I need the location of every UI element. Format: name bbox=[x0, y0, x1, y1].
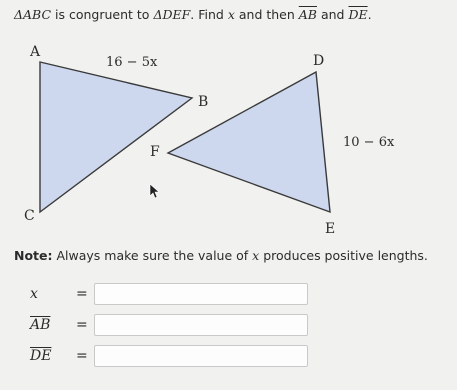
segment-ab: $\overline{AB}$ bbox=[298, 7, 317, 22]
ab-answer-input[interactable] bbox=[94, 314, 308, 336]
side-de-label: 10 − 6x bbox=[343, 135, 395, 150]
answer-label-x: x bbox=[30, 286, 38, 302]
triangle-abc bbox=[40, 62, 192, 212]
answer-row-de bbox=[30, 344, 308, 368]
triangle-def bbox=[168, 72, 330, 212]
vertex-d: D bbox=[313, 53, 325, 69]
answer-label-ab: $\overline{AB}$ bbox=[30, 317, 51, 333]
equals-sign: = bbox=[76, 317, 88, 333]
prompt-text-2: . Find bbox=[190, 7, 228, 22]
x-answer-input[interactable] bbox=[94, 283, 308, 305]
variable-x: x bbox=[227, 7, 235, 22]
mouse-cursor-icon bbox=[150, 184, 159, 198]
prompt-text-1: is congruent to bbox=[51, 7, 154, 22]
note-text-1: Always make sure the value of bbox=[52, 248, 253, 263]
answer-row-x bbox=[30, 282, 308, 306]
note-heading: Note: bbox=[14, 248, 53, 263]
side-ab-label: 16 − 5x bbox=[106, 55, 158, 70]
prompt-text-3: and then bbox=[234, 7, 299, 22]
equals-sign: = bbox=[76, 348, 88, 364]
triangles-figure bbox=[0, 40, 457, 240]
triangle-abc-label: ΔABC bbox=[14, 7, 52, 22]
vertex-a: A bbox=[30, 44, 41, 60]
note-variable: x bbox=[252, 248, 260, 263]
vertex-b: B bbox=[198, 94, 209, 110]
prompt-text-4: and bbox=[316, 7, 349, 22]
vertex-c: C bbox=[24, 208, 35, 224]
answer-label-de: $\overline{DE}$ bbox=[30, 348, 52, 364]
prompt-text-5: . bbox=[367, 7, 372, 22]
de-answer-input[interactable] bbox=[94, 345, 308, 367]
triangle-def-label: ΔDEF bbox=[153, 7, 191, 22]
problem-statement bbox=[14, 7, 372, 22]
vertex-e: E bbox=[325, 221, 336, 237]
note bbox=[14, 248, 428, 263]
answer-row-ab bbox=[30, 313, 308, 337]
equals-sign: = bbox=[76, 286, 88, 302]
vertex-f: F bbox=[150, 144, 160, 160]
answer-label-ab-wrap bbox=[30, 317, 76, 333]
note-text-2: produces positive lengths. bbox=[259, 248, 428, 263]
segment-de: $\overline{DE}$ bbox=[348, 7, 368, 22]
answer-label-de-wrap bbox=[30, 348, 76, 364]
